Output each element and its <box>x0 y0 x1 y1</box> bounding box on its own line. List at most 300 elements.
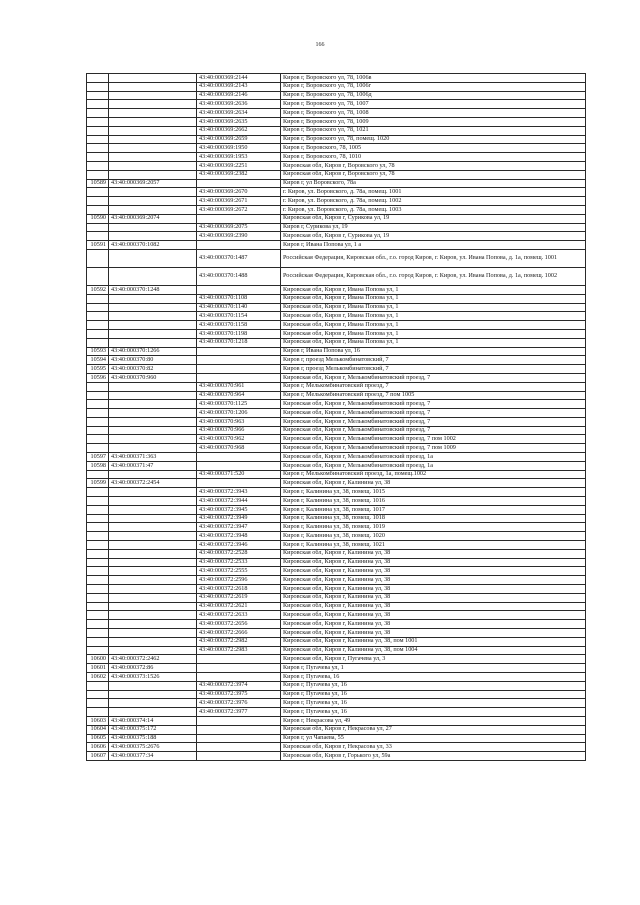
address-cell: Кировская обл, Киров г, Мелькомбинатовский проезд, 7 <box>281 426 586 435</box>
table-row <box>87 453 586 462</box>
sub-cadastral-number-cell <box>197 179 281 188</box>
sub-cadastral-number-cell: 43:40:000369:2636 <box>197 100 281 109</box>
cadastral-number-cell <box>109 708 197 717</box>
sub-cadastral-number-cell <box>197 664 281 673</box>
sub-cadastral-number-cell: 43:40:000372:2618 <box>197 585 281 594</box>
table-row <box>87 294 586 303</box>
table-row <box>87 523 586 532</box>
row-number-cell <box>87 170 109 179</box>
sub-cadastral-number-cell <box>197 285 281 294</box>
cadastral-number-cell <box>109 585 197 594</box>
sub-cadastral-number-cell <box>197 479 281 488</box>
table-row <box>87 417 586 426</box>
row-number-cell <box>87 585 109 594</box>
row-number-cell <box>87 514 109 523</box>
sub-cadastral-number-cell: 43:40:000372:2528 <box>197 549 281 558</box>
table-row <box>87 725 586 734</box>
table-row <box>87 444 586 453</box>
table-row <box>87 620 586 629</box>
cadastral-number-cell <box>109 144 197 153</box>
sub-cadastral-number-cell: 43:40:000370:1206 <box>197 409 281 418</box>
cadastral-number-cell: 43:40:000370:1082 <box>109 241 197 250</box>
address-cell: Кировская обл, Киров г, Некрасова ул, 27 <box>281 725 586 734</box>
sub-cadastral-number-cell: 43:40:000370:1487 <box>197 249 281 267</box>
cadastral-number-cell: 43:40:000374:14 <box>109 716 197 725</box>
table-row <box>87 161 586 170</box>
cadastral-number-cell <box>109 303 197 312</box>
address-cell: Кировская обл, Киров г, Некрасова ул, 33 <box>281 743 586 752</box>
cadastral-number-cell <box>109 620 197 629</box>
table-row <box>87 549 586 558</box>
address-cell: Киров г, Воровского ул, 78, 1006в <box>281 74 586 83</box>
sub-cadastral-number-cell: 43:40:000372:2656 <box>197 620 281 629</box>
sub-cadastral-number-cell <box>197 752 281 761</box>
table-row <box>87 267 586 285</box>
address-cell: Кировская обл, Киров г, Воровского ул, 78 <box>281 170 586 179</box>
table-row <box>87 356 586 365</box>
sub-cadastral-number-cell: 43:40:000372:3976 <box>197 699 281 708</box>
row-number-cell <box>87 488 109 497</box>
table-row <box>87 699 586 708</box>
sub-cadastral-number-cell: 43:40:000369:2672 <box>197 205 281 214</box>
address-cell: Кировская обл, Киров г, Калинина ул, 38 <box>281 585 586 594</box>
table-row <box>87 576 586 585</box>
sub-cadastral-number-cell: 43:40:000372:2555 <box>197 567 281 576</box>
table-row <box>87 232 586 241</box>
cadastral-number-cell: 43:40:000372:2454 <box>109 479 197 488</box>
table-row <box>87 100 586 109</box>
cadastral-number-cell <box>109 558 197 567</box>
table-row <box>87 708 586 717</box>
sub-cadastral-number-cell <box>197 241 281 250</box>
sub-cadastral-number-cell: 43:40:000369:2635 <box>197 117 281 126</box>
cadastral-number-cell <box>109 91 197 100</box>
address-cell: Киров г, Калинина ул, 38, помещ. 1021 <box>281 541 586 550</box>
cadastral-number-cell <box>109 576 197 585</box>
cadastral-number-cell <box>109 294 197 303</box>
sub-cadastral-number-cell: 43:40:000372:2533 <box>197 558 281 567</box>
row-number-cell <box>87 338 109 347</box>
cadastral-number-cell <box>109 232 197 241</box>
row-number-cell: 10605 <box>87 734 109 743</box>
address-cell: Киров г, Пугачева, 16 <box>281 673 586 682</box>
cadastral-number-cell <box>109 117 197 126</box>
cadastral-number-cell <box>109 223 197 232</box>
cadastral-number-cell: 43:40:000375:188 <box>109 734 197 743</box>
table-row <box>87 611 586 620</box>
row-number-cell <box>87 699 109 708</box>
address-cell: Киров г, Пугачева ул, 16 <box>281 690 586 699</box>
cadastral-number-cell <box>109 153 197 162</box>
table-row <box>87 205 586 214</box>
cadastral-number-cell <box>109 188 197 197</box>
cadastral-number-cell <box>109 329 197 338</box>
address-cell: Кировская обл, Киров г, Ивана Попова ул, 1 <box>281 303 586 312</box>
cadastral-number-cell <box>109 611 197 620</box>
table-row <box>87 373 586 382</box>
sub-cadastral-number-cell: 43:40:000372:3943 <box>197 488 281 497</box>
cadastral-number-cell <box>109 488 197 497</box>
table-row <box>87 91 586 100</box>
address-cell: Кировская обл, Киров г, Калинина ул, 38 <box>281 558 586 567</box>
sub-cadastral-number-cell <box>197 655 281 664</box>
cadastral-number-cell <box>109 400 197 409</box>
row-number-cell <box>87 409 109 418</box>
row-number-cell <box>87 611 109 620</box>
sub-cadastral-number-cell <box>197 725 281 734</box>
row-number-cell: 10599 <box>87 479 109 488</box>
row-number-cell: 10606 <box>87 743 109 752</box>
sub-cadastral-number-cell: 43:40:000372:2982 <box>197 637 281 646</box>
sub-cadastral-number-cell: 43:40:000372:2983 <box>197 646 281 655</box>
sub-cadastral-number-cell: 43:40:000369:2143 <box>197 82 281 91</box>
row-number-cell <box>87 681 109 690</box>
address-cell: Кировская обл, Киров г, Мелькомбинатовский проезд, 7 пом 1002 <box>281 435 586 444</box>
cadastral-number-cell <box>109 205 197 214</box>
address-cell: Киров г, Воровского ул, 78, 1007 <box>281 100 586 109</box>
row-number-cell <box>87 205 109 214</box>
row-number-cell <box>87 620 109 629</box>
address-cell: Киров г, проезд Мелькомбинатовский, 7 <box>281 356 586 365</box>
row-number-cell <box>87 312 109 321</box>
address-cell: Кировская обл, Киров г, Ивана Попова ул, 1 <box>281 312 586 321</box>
row-number-cell <box>87 541 109 550</box>
sub-cadastral-number-cell: 43:40:000372:2596 <box>197 576 281 585</box>
row-number-cell <box>87 505 109 514</box>
cadastral-number-cell <box>109 82 197 91</box>
table-row <box>87 558 586 567</box>
address-cell: Кировская обл, Киров г, Воровского ул, 78 <box>281 161 586 170</box>
table-row <box>87 188 586 197</box>
cadastral-number-cell: 43:40:000375:2676 <box>109 743 197 752</box>
address-cell: Российская Федерация, Кировская обл., г.о. город Киров, г. Киров, ул. Ивана Попова, д. 1а, помещ. 1002 <box>281 267 586 285</box>
row-number-cell <box>87 708 109 717</box>
table-row <box>87 567 586 576</box>
address-cell: Киров г, Калинина ул, 38, помещ. 1018 <box>281 514 586 523</box>
table-row <box>87 144 586 153</box>
row-number-cell <box>87 426 109 435</box>
row-number-cell <box>87 690 109 699</box>
table-row <box>87 426 586 435</box>
table-row <box>87 179 586 188</box>
table-row <box>87 312 586 321</box>
address-cell: Киров г, Мелькомбинатовский проезд, 7 <box>281 382 586 391</box>
table-row <box>87 82 586 91</box>
cadastral-number-cell: 43:40:000372:2462 <box>109 655 197 664</box>
cadastral-number-cell <box>109 602 197 611</box>
table-row <box>87 249 586 267</box>
sub-cadastral-number-cell: 43:40:000370:1140 <box>197 303 281 312</box>
row-number-cell <box>87 523 109 532</box>
cadastral-number-cell <box>109 549 197 558</box>
address-cell: Кировская обл, Киров г, Калинина ул, 38 <box>281 479 586 488</box>
table-row <box>87 170 586 179</box>
address-cell: Кировская обл, Киров г, Мелькомбинатовский проезд, 7 <box>281 373 586 382</box>
address-cell: Кировская обл, Киров г, Калинина ул, 38 <box>281 549 586 558</box>
table-row <box>87 752 586 761</box>
table-row <box>87 153 586 162</box>
address-cell: Киров г, Пугачева ул, 16 <box>281 708 586 717</box>
address-cell: Киров г, Калинина ул, 38, помещ. 1019 <box>281 523 586 532</box>
row-number-cell <box>87 382 109 391</box>
cadastral-number-cell <box>109 497 197 506</box>
sub-cadastral-number-cell: 43:40:000372:2666 <box>197 629 281 638</box>
row-number-cell: 10590 <box>87 214 109 223</box>
sub-cadastral-number-cell: 43:40:000369:2670 <box>197 188 281 197</box>
row-number-cell: 10607 <box>87 752 109 761</box>
table-row <box>87 734 586 743</box>
address-cell: Кировская обл, Киров г, Калинина ул, 38, пом 1001 <box>281 637 586 646</box>
sub-cadastral-number-cell: 43:40:000369:2146 <box>197 91 281 100</box>
sub-cadastral-number-cell: 43:40:000369:1950 <box>197 144 281 153</box>
sub-cadastral-number-cell: 43:40:000372:3945 <box>197 505 281 514</box>
table-row <box>87 541 586 550</box>
sub-cadastral-number-cell: 43:40:000370:968 <box>197 444 281 453</box>
table-row <box>87 479 586 488</box>
address-cell: Киров г, Калинина ул, 38, помещ. 1015 <box>281 488 586 497</box>
address-cell: Киров г, Мелькомбинатовский проезд, 1а, помещ.1002 <box>281 470 586 479</box>
address-cell: Киров г, Воровского ул, 78, 1006д <box>281 91 586 100</box>
row-number-cell <box>87 593 109 602</box>
row-number-cell: 10602 <box>87 673 109 682</box>
address-cell: Кировская обл, Киров г, Калинина ул, 38, пом 1004 <box>281 646 586 655</box>
table-row <box>87 214 586 223</box>
cadastral-number-cell: 43:40:000370:1248 <box>109 285 197 294</box>
address-cell: Киров г, Воровского ул, 78, 1009 <box>281 117 586 126</box>
address-cell: Кировская обл, Киров г, Горького ул, 59а <box>281 752 586 761</box>
address-cell: Кировская обл, Киров г, Калинина ул, 38 <box>281 567 586 576</box>
sub-cadastral-number-cell <box>197 365 281 374</box>
address-cell: Кировская обл, Киров г, Калинина ул, 38 <box>281 620 586 629</box>
cadastral-number-cell <box>109 532 197 541</box>
cadastral-number-cell <box>109 593 197 602</box>
cadastral-number-cell <box>109 109 197 118</box>
table-row <box>87 629 586 638</box>
address-cell: Кировская обл, Киров г, Мелькомбинатовский проезд, 7 <box>281 400 586 409</box>
cadastral-number-cell <box>109 646 197 655</box>
row-number-cell <box>87 117 109 126</box>
sub-cadastral-number-cell <box>197 743 281 752</box>
table-row <box>87 391 586 400</box>
register-table-body <box>87 74 586 761</box>
address-cell: Кировская обл, Киров г, Ивана Попова ул, 1 <box>281 321 586 330</box>
address-cell: Киров г, Воровского ул, 78, помещ. 1020 <box>281 135 586 144</box>
address-cell: г. Киров, ул. Воровского, д. 78а, помещ. 1003 <box>281 205 586 214</box>
table-row <box>87 303 586 312</box>
sub-cadastral-number-cell: 43:40:000370:1158 <box>197 321 281 330</box>
row-number-cell: 10604 <box>87 725 109 734</box>
row-number-cell: 10600 <box>87 655 109 664</box>
address-cell: Кировская обл, Киров г, Мелькомбинатовский проезд, 1а <box>281 453 586 462</box>
address-cell: Киров г, Воровского ул, 78, 1006г <box>281 82 586 91</box>
table-row <box>87 655 586 664</box>
sub-cadastral-number-cell: 43:40:000369:2659 <box>197 135 281 144</box>
cadastral-number-cell <box>109 444 197 453</box>
address-cell: г. Киров, ул. Воровского, д. 78а, помещ. 1002 <box>281 197 586 206</box>
sub-cadastral-number-cell <box>197 356 281 365</box>
row-number-cell <box>87 329 109 338</box>
row-number-cell <box>87 126 109 135</box>
row-number-cell <box>87 91 109 100</box>
address-cell: Киров г, Воровского ул, 78, 1008 <box>281 109 586 118</box>
cadastral-number-cell: 43:40:000370:1266 <box>109 347 197 356</box>
row-number-cell <box>87 558 109 567</box>
row-number-cell <box>87 400 109 409</box>
address-cell: Кировская обл, Киров г, Мелькомбинатовский проезд, 7 пом 1009 <box>281 444 586 453</box>
table-row <box>87 532 586 541</box>
table-row <box>87 126 586 135</box>
cadastral-number-cell <box>109 699 197 708</box>
sub-cadastral-number-cell <box>197 461 281 470</box>
row-number-cell <box>87 567 109 576</box>
table-row <box>87 338 586 347</box>
page-number: 166 <box>315 42 325 48</box>
table-row <box>87 585 586 594</box>
table-row <box>87 461 586 470</box>
cadastral-number-cell <box>109 382 197 391</box>
sub-cadastral-number-cell: 43:40:000370:1198 <box>197 329 281 338</box>
row-number-cell: 10601 <box>87 664 109 673</box>
row-number-cell <box>87 497 109 506</box>
table-row <box>87 321 586 330</box>
row-number-cell: 10589 <box>87 179 109 188</box>
address-cell: Кировская обл, Киров г, Мелькомбинатовский проезд, 1а <box>281 461 586 470</box>
row-number-cell <box>87 135 109 144</box>
cadastral-number-cell: 43:40:000373:1526 <box>109 673 197 682</box>
cadastral-number-cell <box>109 470 197 479</box>
cadastral-number-cell: 43:40:000370:82 <box>109 365 197 374</box>
cadastral-number-cell <box>109 637 197 646</box>
address-cell: Киров г, Воровского ул, 78, 1021 <box>281 126 586 135</box>
cadastral-number-cell: 43:40:000370:960 <box>109 373 197 382</box>
cadastral-number-cell <box>109 505 197 514</box>
table-row <box>87 285 586 294</box>
row-number-cell <box>87 249 109 267</box>
address-cell: Киров г, Калинина ул, 38, помещ. 1017 <box>281 505 586 514</box>
address-cell: Кировская обл, Киров г, Ивана Попова ул, 1 <box>281 294 586 303</box>
row-number-cell <box>87 435 109 444</box>
sub-cadastral-number-cell <box>197 716 281 725</box>
cadastral-number-cell <box>109 417 197 426</box>
row-number-cell: 10596 <box>87 373 109 382</box>
row-number-cell <box>87 532 109 541</box>
cadastral-number-cell <box>109 100 197 109</box>
row-number-cell <box>87 82 109 91</box>
cadastral-number-cell <box>109 170 197 179</box>
row-number-cell: 10591 <box>87 241 109 250</box>
row-number-cell <box>87 576 109 585</box>
cadastral-number-cell <box>109 523 197 532</box>
table-row <box>87 681 586 690</box>
sub-cadastral-number-cell: 43:40:000372:2621 <box>197 602 281 611</box>
address-cell: Кировская обл, Киров г, Калинина ул, 38 <box>281 593 586 602</box>
cadastral-number-cell <box>109 541 197 550</box>
address-cell: Киров г, Ивана Попова ул, 16 <box>281 347 586 356</box>
sub-cadastral-number-cell: 43:40:000370:1218 <box>197 338 281 347</box>
cadastral-number-cell: 43:40:000371:363 <box>109 453 197 462</box>
cadastral-number-cell <box>109 135 197 144</box>
sub-cadastral-number-cell: 43:40:000372:3947 <box>197 523 281 532</box>
table-row <box>87 602 586 611</box>
cadastral-number-cell <box>109 426 197 435</box>
table-row <box>87 505 586 514</box>
address-cell: Киров г, Некрасова ул, 49 <box>281 716 586 725</box>
sub-cadastral-number-cell: 43:40:000372:3977 <box>197 708 281 717</box>
sub-cadastral-number-cell <box>197 347 281 356</box>
row-number-cell <box>87 417 109 426</box>
cadastral-number-cell <box>109 391 197 400</box>
address-cell: Кировская обл, Киров г, Калинина ул, 38 <box>281 629 586 638</box>
cadastral-number-cell <box>109 629 197 638</box>
address-cell: Кировская обл, Киров г, Ивана Попова ул, 1 <box>281 329 586 338</box>
row-number-cell <box>87 602 109 611</box>
sub-cadastral-number-cell <box>197 373 281 382</box>
address-cell: Киров г, Воровского, 78, 1010 <box>281 153 586 162</box>
cadastral-number-cell <box>109 514 197 523</box>
address-cell: Киров г, проезд Мелькомбинатовский, 7 <box>281 365 586 374</box>
cadastral-number-cell <box>109 312 197 321</box>
address-cell: Киров г, Калинина ул, 38, помещ. 1016 <box>281 497 586 506</box>
cadastral-number-cell <box>109 249 197 267</box>
address-cell: Киров г, Сурикова ул, 19 <box>281 223 586 232</box>
row-number-cell <box>87 646 109 655</box>
table-row <box>87 329 586 338</box>
address-cell: Кировская обл, Киров г, Калинина ул, 38 <box>281 611 586 620</box>
cadastral-number-cell <box>109 690 197 699</box>
address-cell: г. Киров, ул. Воровского, д. 78а, помещ. 1001 <box>281 188 586 197</box>
table-row <box>87 400 586 409</box>
sub-cadastral-number-cell: 43:40:000371:520 <box>197 470 281 479</box>
sub-cadastral-number-cell <box>197 673 281 682</box>
address-cell: Российская Федерация, Кировская обл., г.о. город Киров, г. Киров, ул. Ивана Попова, д. 1а, помещ. 1001 <box>281 249 586 267</box>
row-number-cell <box>87 197 109 206</box>
table-row <box>87 223 586 232</box>
address-cell: Кировская обл, Киров г, Сурикова ул, 19 <box>281 232 586 241</box>
address-cell: Киров г, Ивана Попова ул, 1 а <box>281 241 586 250</box>
row-number-cell <box>87 267 109 285</box>
address-cell: Киров г, Пугачева ул, 16 <box>281 699 586 708</box>
sub-cadastral-number-cell: 43:40:000369:1953 <box>197 153 281 162</box>
row-number-cell <box>87 153 109 162</box>
address-cell: Кировская обл, Киров г, Калинина ул, 38 <box>281 602 586 611</box>
cadastral-number-cell <box>109 161 197 170</box>
cadastral-number-cell: 43:40:000375:172 <box>109 725 197 734</box>
sub-cadastral-number-cell: 43:40:000370:1154 <box>197 312 281 321</box>
address-cell: Киров г, ул Воровского, 78а <box>281 179 586 188</box>
row-number-cell <box>87 444 109 453</box>
table-row <box>87 409 586 418</box>
address-cell: Киров г, ул Чапаева, 55 <box>281 734 586 743</box>
row-number-cell: 10592 <box>87 285 109 294</box>
table-row <box>87 470 586 479</box>
cadastral-number-cell <box>109 435 197 444</box>
cadastral-number-cell <box>109 409 197 418</box>
register-table <box>86 73 586 761</box>
row-number-cell <box>87 188 109 197</box>
sub-cadastral-number-cell: 43:40:000372:3974 <box>197 681 281 690</box>
row-number-cell <box>87 232 109 241</box>
cadastral-number-cell <box>109 681 197 690</box>
sub-cadastral-number-cell: 43:40:000370:964 <box>197 391 281 400</box>
address-cell: Кировская обл, Киров г, Ивана Попова ул, 1 <box>281 338 586 347</box>
table-row <box>87 593 586 602</box>
cadastral-number-cell: 43:40:000371:47 <box>109 461 197 470</box>
cadastral-number-cell: 43:40:000369:2074 <box>109 214 197 223</box>
table-row <box>87 347 586 356</box>
address-cell: Киров г, Воровского, 78, 1005 <box>281 144 586 153</box>
sub-cadastral-number-cell: 43:40:000369:2671 <box>197 197 281 206</box>
row-number-cell: 10598 <box>87 461 109 470</box>
